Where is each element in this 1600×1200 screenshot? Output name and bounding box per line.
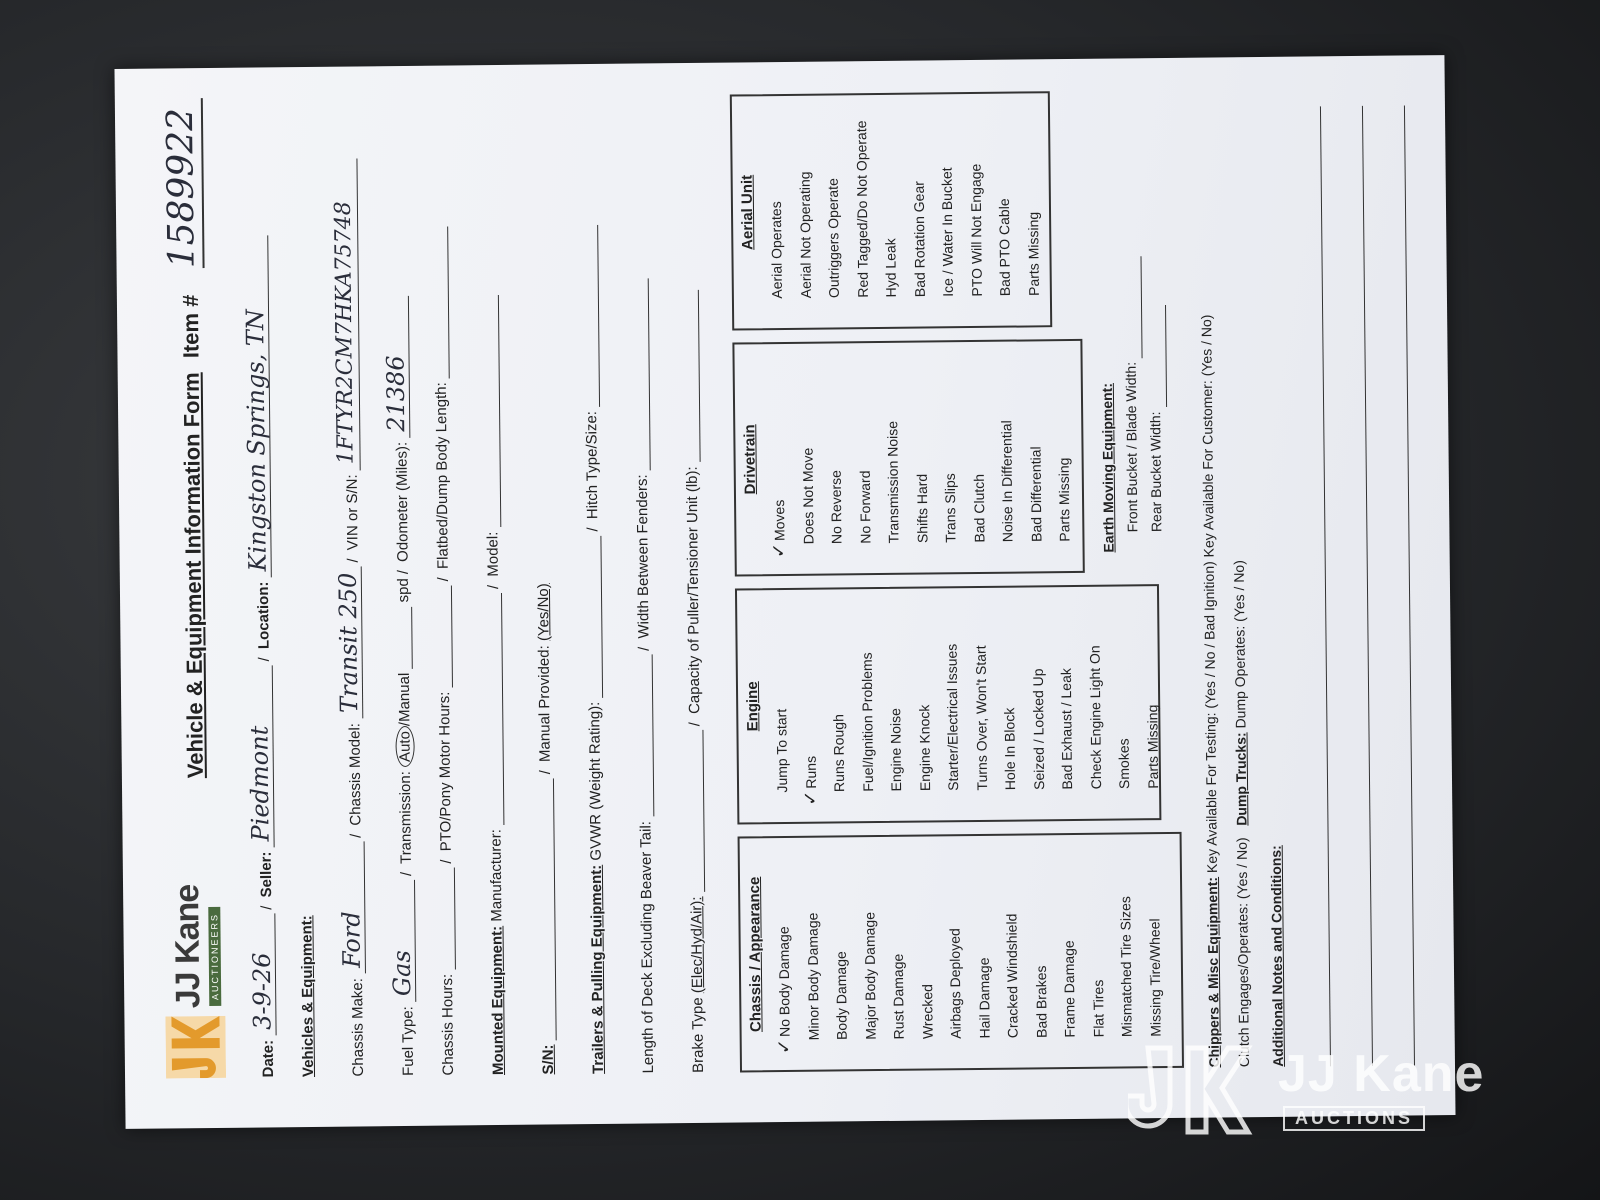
checklist-item-label: Engine Noise [887,708,905,792]
deck-length-label: Length of Deck Excluding Beaver Tail: [637,821,658,1074]
checklist-item-label: Does Not Move [798,447,817,545]
earth-moving-section [1092,92,1169,553]
rear-bucket-field[interactable] [1165,305,1167,407]
checkmark-icon [1056,791,1077,803]
jjkane-watermark [1128,1040,1538,1140]
checklist-item[interactable] [965,588,996,804]
brake-type-field[interactable] [702,730,705,892]
brake-type-label: Brake Type [689,997,708,1074]
checklist-item-label: Shifts Hard [913,473,930,544]
checklist-item[interactable] [989,94,1020,310]
checkmark-icon [999,792,1020,804]
checklist-item[interactable] [1082,835,1113,1051]
notes-line-3[interactable] [1404,105,1415,1065]
drivetrain-checklist [763,341,1079,574]
checklist-item[interactable] [908,588,939,804]
chippers-heading: Chippers & Misc Equipment: [1204,876,1223,1068]
chassis-hours-field[interactable] [454,868,456,970]
spd-field[interactable] [411,606,413,668]
checklist-item[interactable] [820,343,851,557]
deck-length-field[interactable] [652,655,655,817]
row-hours: Chassis Hours: / PTO/Pony Motor Hours: / Flatbed/Dump Body Length: [430,95,474,1075]
brand-subtitle: AUCTIONEERS [208,907,221,1006]
checklist-item[interactable] [968,836,999,1052]
checklist-item-label: Hyd Leak [882,238,899,298]
checkmark-icon [888,1041,909,1053]
form-title: Vehicle & Equipment Information Form [178,372,208,779]
checklist-item[interactable] [1139,834,1170,1050]
row-clutch [1226,87,1252,1067]
checklist-item[interactable] [1108,586,1139,802]
checklist-item[interactable] [911,836,942,1052]
checklist-item-label: Moves [771,499,788,542]
row-chippers [1196,88,1222,1068]
dump-text: Dump Operates: (Yes / No) [1230,560,1249,729]
checklist-item-label: Frame Damage [1060,940,1078,1038]
checklist-item[interactable] [997,835,1028,1051]
checklist-item-label: Wrecked [918,984,936,1040]
checklist-item-label: Bad Brakes [1032,965,1050,1038]
width-fenders-label: Width Between Fenders: [633,474,653,639]
notes-line-1[interactable] [1320,106,1331,1066]
form-content [130,65,1441,1119]
jk-logo-icon [165,1016,226,1079]
engine-checklist [766,586,1167,822]
checklist-item[interactable] [849,343,880,557]
puller-label: Capacity of Puller/Tensioner Unit (lb): [683,466,704,715]
make-field[interactable]: Ford [338,842,366,974]
watermark-name: JJ Kane [1278,1045,1485,1103]
checkmark-icon [937,299,958,311]
checkmark-icon [997,544,1018,556]
checkmark-icon [883,545,904,557]
model2-field[interactable] [498,295,501,527]
odometer-label: Odometer (Miles): [393,441,412,562]
pto-hours-field[interactable] [451,585,453,687]
item-number-value[interactable]: 1589922 [160,98,205,268]
hitch-label: Hitch Type/Size: [583,410,602,520]
checkmark-icon [823,300,844,312]
checklist-item[interactable] [883,837,914,1053]
checklist-item[interactable] [1048,341,1079,555]
notes-heading: Additional Notes and Conditions: [1267,845,1286,1067]
checkmark-icon [857,794,878,806]
checkmark-icon [1054,544,1075,556]
checklist-item[interactable] [1022,587,1053,803]
checkmark-icon [916,1041,937,1053]
checklist-item-label: Runs Rough [830,714,848,793]
checklist-item-label: Starter/Electrical Issues [943,643,962,791]
checkmark-icon [1028,792,1049,804]
checkmark-icon [851,300,872,312]
checklist-item[interactable] [906,342,937,556]
checklist-item[interactable] [991,342,1022,556]
checkmark-icon [1025,544,1046,556]
checkmark-icon [828,794,849,806]
form-sheet [114,55,1455,1129]
checklist-item[interactable] [903,94,934,310]
rear-bucket-label: Rear Bucket Width: [1147,411,1165,533]
checkmark-icon: ✓ [773,1038,795,1055]
aerial-checklist [761,93,1048,328]
checklist-item-label: Hole In Block [1001,707,1019,791]
model2-label: Model: [484,531,502,577]
checkmark-icon [971,792,992,804]
checkmark-icon [1059,1039,1080,1051]
checklist-item[interactable] [769,838,800,1054]
checklist-item[interactable] [792,344,823,558]
checkmark-icon [766,301,787,313]
checklist-item[interactable] [934,342,965,556]
checkmark-icon [908,299,929,311]
checklist-item[interactable] [932,94,963,310]
row-deck: Length of Deck Excluding Beaver Tail: / Width Between Fenders: [630,93,674,1073]
checklist-item-label: Major Body Damage [860,911,879,1040]
checklist-item[interactable] [1020,341,1051,555]
checklist-item-label: Body Damage [832,951,850,1041]
checklist-item-label: Jump To start [773,708,791,793]
checkmark-icon [942,793,963,805]
checklist-item-label: Mismatched Tire Sizes [1117,896,1135,1038]
checklist-item[interactable] [960,94,991,310]
checklist-item-label: Seized / Locked Up [1029,668,1047,790]
checkmark-icon [994,298,1015,310]
checkmark-icon [854,546,875,558]
form-header [156,108,236,1079]
checklist-item[interactable] [1054,835,1085,1051]
checklist-item-label: Bad Clutch [970,473,987,543]
transmission-manual-option[interactable]: Manual [395,672,414,723]
checklist-item-label: Smokes [1115,738,1133,790]
checkmark-icon [1022,298,1043,310]
spd-label: spd [394,578,413,603]
checkmark-icon [1002,1040,1023,1052]
front-bucket-label: Front Bucket / Blade Width: [1122,361,1141,533]
checklist-item[interactable] [1079,587,1110,803]
checklist-item[interactable] [818,95,849,311]
checklist-item[interactable] [854,837,885,1053]
checkmark-icon: ✓ [768,542,790,559]
checklist-item-label: Noise In Differential [998,420,1016,543]
drivetrain-box-title: Drivetrain [741,424,759,495]
checklist-item-label: Rust Damage [889,953,907,1040]
checkmark-icon [940,545,961,557]
manual-provided-label: Manual Provided: [535,645,554,763]
hitch-field[interactable] [597,225,600,407]
fuel-label: Fuel Type: [399,1006,418,1077]
row-mounted: Mounted Equipment: Manufacturer: / Model: [480,95,524,1075]
seller-field[interactable]: Piedmont [246,665,275,847]
manual-provided-options[interactable]: (Yes/No) [534,583,553,642]
chassis-box-title: Chassis / Appearance [745,876,765,1033]
chassis-hours-label: Chassis Hours: [438,973,458,1076]
checklist-item[interactable] [1017,93,1048,309]
checkmark-icon [802,1042,823,1054]
flatbed-label: Flatbed/Dump Body Length: [432,382,452,570]
aerial-unit-box [730,91,1052,330]
checklist-item-label: PTO Will Not Engage [967,163,985,297]
row-sn: S/N: / Manual Provided: (Yes/No) [534,583,558,1075]
checkmark-icon [794,300,815,312]
checkmark-icon [1142,791,1163,803]
checklist-item-label: Parts Missing [1024,211,1042,297]
row-vehicles-section [290,97,334,1077]
engine-box-title: Engine [743,681,762,732]
pto-hours-label: PTO/Pony Motor Hours: [436,691,455,852]
fuel-field[interactable]: Gas [388,880,416,1002]
sn-label: S/N: [539,1044,558,1075]
checklist-item[interactable] [880,589,911,805]
checkmark-icon [1087,1039,1108,1051]
chassis-checklist [769,834,1170,1070]
brake-type-options: (Elec/Hyd/Air): [688,896,707,994]
checklist-item-label: Turns Over, Won't Start [972,645,990,791]
checklist-item[interactable] [851,589,882,805]
checklist-item-label: Minor Body Damage [803,912,822,1041]
checkmark-icon [797,546,818,558]
date-field[interactable]: 3-9-26 [248,914,276,1036]
checklist-item[interactable] [766,590,797,806]
watermark-subtitle: AUCTIONS [1283,1106,1425,1131]
checkmark-icon [831,1042,852,1054]
drivetrain-box [732,339,1084,577]
checklist-item[interactable] [875,95,906,311]
checklist-item[interactable] [823,589,854,805]
checklist-item-label: Transmission Noise [884,420,902,544]
checklist-item[interactable] [1111,834,1142,1050]
puller-field[interactable] [698,290,701,462]
checkmark-icon [859,1042,880,1054]
checklist-item-label: Runs [802,755,819,789]
odometer-field[interactable]: 21386 [382,296,410,438]
checklist-item-label: Aerial Not Operating [796,171,814,299]
checkmark-icon: ✓ [799,790,821,806]
checkmark-icon [914,793,935,805]
checklist-item[interactable] [789,96,820,312]
checklist-item-label: Aerial Operates [767,201,785,299]
chippers-text: Key Available For Testing: (Yes / No / Bad Ignition) Key Available For Customer: (Yes / No) [1198,314,1220,874]
transmission-label: Transmission: [396,771,415,865]
checklist-item-label: Missing Tire/Wheel [1145,918,1164,1037]
checkmark-icon [880,299,901,311]
checklist-item[interactable] [797,838,828,1054]
checklist-item-label: Parts Missing [1143,704,1161,789]
location-field[interactable]: Kingston Springs, TN [241,235,272,577]
vin-field[interactable]: 1FTYR2CM7HKA75748 [330,158,360,470]
checklist-item-label: Fuel/Ignition Problems [858,652,876,792]
checklist-item-label: Airbags Deployed [946,928,964,1039]
row-notes [1260,87,1286,1067]
checklist-item-label: No Body Damage [775,926,793,1038]
vehicles-section-heading: Vehicles & Equipment: [298,915,318,1078]
checkmark-icon [911,545,932,557]
checklist-item-label: Check Engine Light On [1086,645,1104,790]
vin-label: VIN or S/N: [343,474,362,551]
model-field[interactable]: Transit 250 [335,566,364,719]
checklist-item-label: No Reverse [827,470,845,545]
engine-box [735,584,1161,824]
checklist-item-label: Cracked Windshield [1003,913,1021,1039]
checklist-item-label: No Forward [856,470,873,544]
checklist-item-label: Bad Differential [1026,446,1044,542]
checkmark-icon [968,544,989,556]
chassis-appearance-box [738,832,1184,1073]
row-date-seller: Date: 3-9-26/ Seller: Piedmont/ Location: Kingston Springs, TN [240,97,284,1077]
checklist-item[interactable] [877,343,908,557]
clutch-text: Clutch Engages/Operates: (Yes / No) [1233,837,1253,1068]
row-chassis: Chassis Make: Ford/ Chassis Model: Transit 250/ VIN or S/N: 1FTYR2CM7HKA75748 [330,96,374,1076]
notes-line-2[interactable] [1362,106,1373,1066]
checklist-item[interactable] [761,96,792,312]
width-fenders-field[interactable] [648,278,651,470]
checklist-item-label: Ice / Water In Bucket [938,167,956,297]
checklist-item[interactable] [963,342,994,556]
checklist-item-label: Parts Missing [1055,457,1073,542]
checkmark-icon [945,1041,966,1053]
mounted-section-heading: Mounted Equipment: [488,925,508,1076]
gvwr-field[interactable] [600,535,603,697]
manufacturer-field[interactable] [501,593,504,825]
checklist-item[interactable] [794,590,825,806]
location-label: Location: [254,581,273,650]
checklist-item[interactable] [1136,586,1167,802]
brand-name: JJ Kane [168,884,208,1009]
item-number-label: Item # [177,294,204,359]
model-label: Chassis Model: [346,722,365,826]
checkmark-icon [771,794,792,806]
row-brake: Brake Type (Elec/Hyd/Air): / Capacity of Puller/Tensioner Unit (lb): [680,93,724,1073]
checklist-item-label: Red Tagged/Do Not Operate [852,120,871,298]
manufacturer-label: Manufacturer: [487,829,506,922]
checkmark-icon [1085,791,1106,803]
checkmark-icon [826,546,847,558]
make-label: Chassis Make: [349,978,368,1077]
transmission-auto-option[interactable]: Auto [395,726,414,767]
checklist-item-label: Trans Slips [941,473,959,543]
checklist-item[interactable] [826,837,857,1053]
trailers-section-heading: Trailers & Pulling Equipment: [587,864,608,1075]
checklist-item[interactable] [1025,835,1056,1051]
checklist-item[interactable] [846,95,877,311]
earth-moving-heading: Earth Moving Equipment: [1098,382,1117,553]
checklist-item-label: Hail Damage [975,957,993,1039]
flatbed-field[interactable] [447,226,450,378]
checklist-item[interactable] [940,836,971,1052]
checklist-item-label: Flat Tires [1089,979,1107,1038]
checklist-item[interactable] [937,588,968,804]
checkmark-icon [1030,1040,1051,1052]
checkmark-icon [973,1040,994,1052]
row-trailers: Trailers & Pulling Equipment: GVWR (Weight Rating): / Hitch Type/Size: [580,94,624,1074]
seller-label: Seller: [257,851,276,898]
checklist-item-label: Bad Rotation Gear [910,181,928,298]
checkmark-icon [885,793,906,805]
checklist-item-label: Bad Exhaust / Leak [1057,668,1076,790]
date-label: Date: [259,1039,278,1078]
checkmark-icon [965,298,986,310]
gvwr-label: GVWR (Weight Rating): [586,701,605,861]
checklist-item[interactable] [994,588,1025,804]
checklist-item-label: Bad PTO Cable [995,198,1013,297]
aerial-box-title: Aerial Unit [738,174,757,250]
checklist-item-label: Outriggers Operate [824,178,842,299]
row-fuel: Fuel Type: Gas/ Transmission: Auto/Manual spd/ Odometer (Miles): 21386 [380,96,424,1076]
dump-trucks-heading: Dump Trucks: [1232,732,1250,826]
checklist-item[interactable] [1051,587,1082,803]
checklist-item-label: Engine Knock [915,704,933,792]
checklist-item[interactable] [763,344,794,558]
sn-field[interactable] [553,778,557,1040]
checkmark-icon [1113,791,1134,803]
